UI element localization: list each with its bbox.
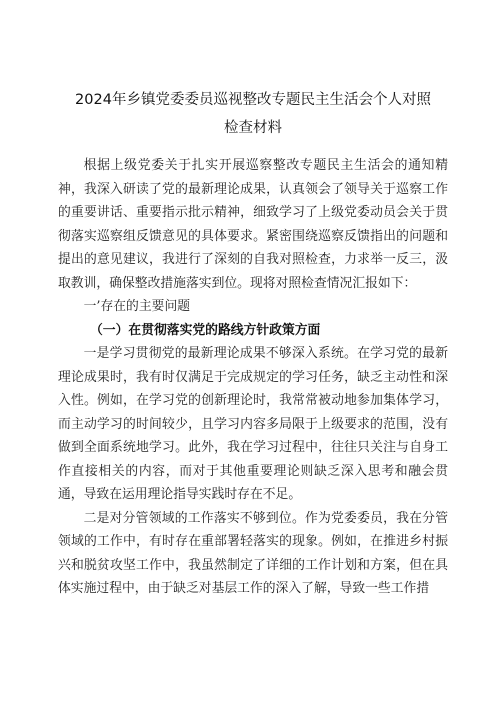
problem-paragraph-1: 一是学习贯彻党的最新理论成果不够深入系统。在学习党的最新理论成果时，我有时仅满足于完成规定的学习任务，缺乏主动性和深入性。例如，在学习党的创新理论时，我常常被动地参加集体学习，而主动学习的时间较少，且学习内容多局限于上级要求的范围，没有做到全面系统地学习。此外，我在学习过程中，往往只关注与自身工作直接相关的内容，而对于其他重要理论则缺乏深入思考和融会贯通，导致在运用理论指导实践时存在不足。: [58, 346, 448, 502]
problem-paragraph-2: 二是对分管领域的工作落实不够到位。作为党委委员，我在分管领域的工作中，有时存在重部署轻落实的现象。例如，在推进乡村振兴和脱贫攻坚工作中，我虽然制定了详细的工作计划和方案，但在具体实施过程中，由于缺乏对基层工作的深入了解，导致一些工作措: [58, 510, 448, 596]
section-heading-main-problems: 一’存在的主要问题: [83, 299, 191, 314]
title-line-2: 检查材料: [224, 120, 282, 136]
title-line-1: 2024年乡镇党委委员巡视整改专题民主生活会个人对照: [75, 92, 431, 108]
document-title: [58, 86, 448, 142]
subsection-heading-policy: （一）在贯彻落实党的路线方针政策方面: [90, 322, 321, 338]
intro-paragraph: 根据上级党委关于扎实开展巡察整改专题民主生活会的通知精神，我深入研读了党的最新理论成果，认真领会了领导关于巡察工作的重要讲话、重要指示批示精神，细致学习了上级党委动员会关于贯彻落实巡察组反馈意见的具体要求。紧密围绕巡察反馈指出的问题和提出的意见建议，我进行了深刻的自我对照检查，力求举一反三，汲取教训，确保整改措施落实到位。现将对照检查情况汇报如下：: [58, 158, 448, 291]
